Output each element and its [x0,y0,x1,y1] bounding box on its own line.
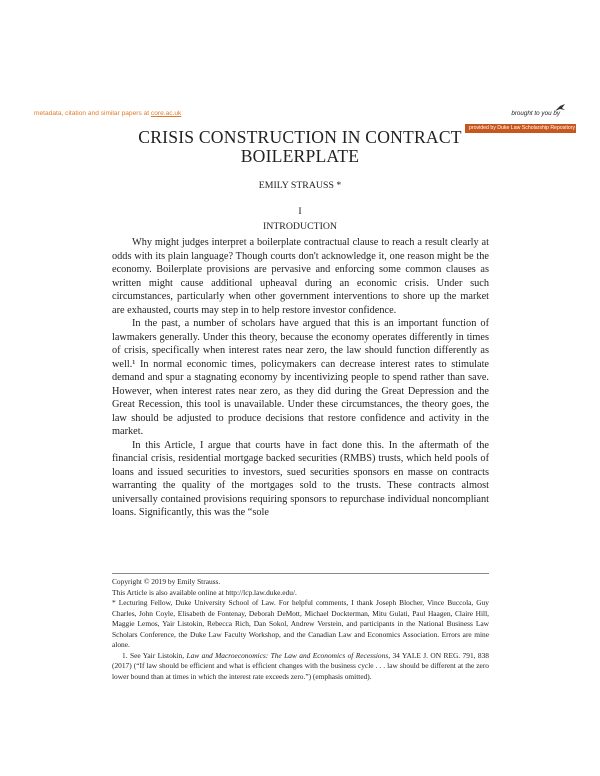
footnote-1-prefix: 1. See Yair Listokin, [122,650,187,660]
core-metadata-link[interactable] [34,110,181,117]
article-body [112,236,489,520]
footnote-1-cite: , 34 YALE J. ON REG. 791, 838 (2017) [112,650,489,670]
core-metadata-text: metadata, citation and similar papers at [34,110,151,117]
section-title: INTRODUCTION [262,221,337,232]
paragraph-2: In the past, a number of scholars have argued that this is an important function of lawmakers generally. Under this theory, because the economy operates differently in times of crisis, specifically when interest rates near zero, the law should function differently as well.¹ In normal economic times, policymakers can decrease interest rates to stimulate demand and spur a stagnating economy by incentivizing people to spend rather than save. However, when interest rates near zero, as they did during the Great Depression and the Great Recession, this tool is unavailable. Under these circumstances, the theory goes, the law should be adjusted to produce decisions that restore confidence and activity in the market. [112,318,489,437]
paragraph-1: Why might judges interpret a boilerplate contractual clause to reach a result clearly at odds with its plain language? Though courts don't acknowledge it, one reason might be the economy. Boilerplate provisions are pervasive and enforcing some common clauses as written might cause additional upheaval during an economic crisis. Under such circumstances, particularly when other government interventions to shore up the market are exhausted, courts may step in to help restore investor confidence. [112,237,489,316]
footnotes [112,577,489,682]
provided-by-text: provided by Duke Law Scholarship Repository [469,125,576,131]
footnote-divider [112,573,489,574]
footnote-1-rest: (“If law should be efficient and what is efficient changes with the business cycle . . . law should be different at the zero lower bound than at times in which the interest rate exceeds zero.”) (emphasis omitted). [112,661,489,681]
availability-note: This Article is also available online at http://lcp.law.duke.edu/. [112,587,297,597]
core-logo-icon [554,103,566,116]
author-footnote: * Lecturing Fellow, Duke University School of Law. For helpful comments, I thank Joseph Blocher, Vince Buccola, Guy Charles, John Coyle, Elisabeth de Fontenay, Deborah DeMott, Michael Dockterman, Mitu Gulati, Paul Haagen, Claire Hill, Maggie Lemos, Yair Listokin, Rebecca Rich, Dan Sokol, Andrew Verstein, and participants in the National Business Law Scholars Conference, the Duke Law Faculty Workshop, and the Canadian Law and Economics Association. Errors are mine alone. [112,598,489,649]
paragraph-3: In this Article, I argue that courts have in fact done this. In the aftermath of the financial crisis, residential mortgage backed securities (RMBS) trusts, which held pools of loans and issued securities to investors, sued securities sponsors en masse on contracts warranting the quality of the mortgages sold to the trusts. These contracts almost universally contained provisions requiring sponsors to repurchase individual noncompliant loans. Significantly, this was the “sole [112,439,489,518]
core-ac-uk-link[interactable]: core.ac.uk [150,110,182,117]
copyright-note: Copyright © 2019 by Emily Strauss. [112,577,221,586]
title-line-1: CRISIS CONSTRUCTION IN CONTRACT [138,127,462,147]
footnote-1-title: Law and Macroeconomics: The Law and Economics of Recessions [186,650,389,660]
author-name: EMILY STRAUSS * [258,180,342,191]
footnote-1 [112,651,489,683]
article-title [0,128,600,166]
section-number: I [298,206,302,217]
brought-to-you-text: brought to you by [511,110,560,117]
title-line-2: BOILERPLATE [240,146,360,166]
